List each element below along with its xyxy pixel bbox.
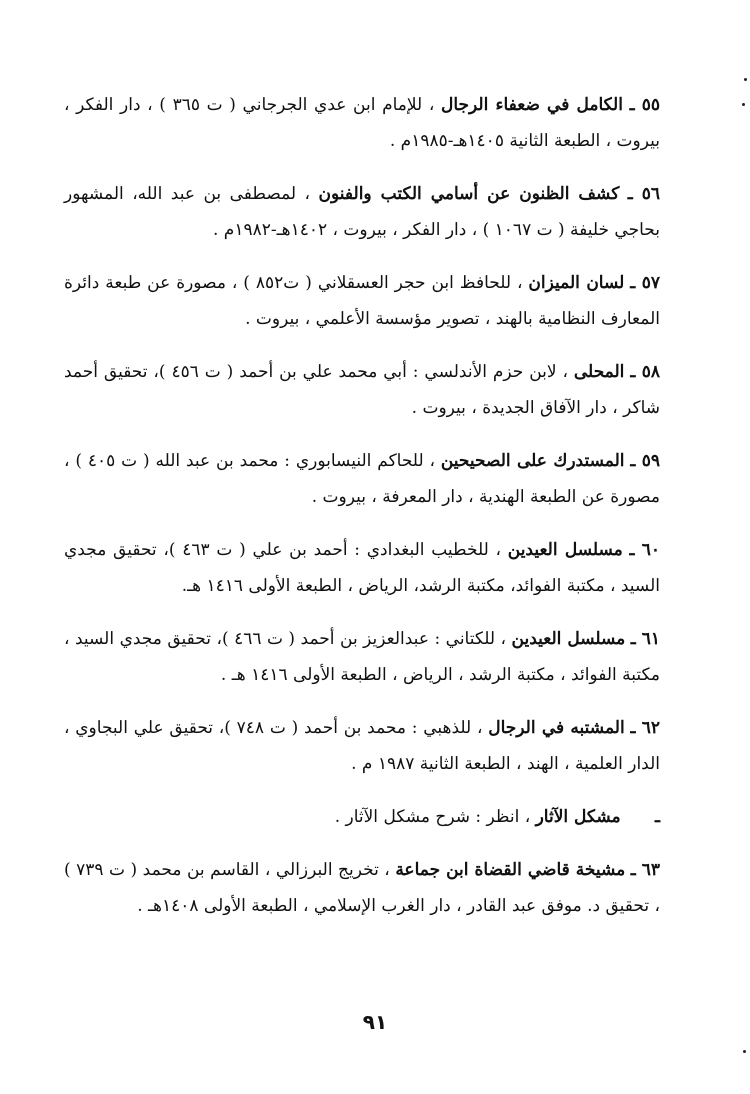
entry-title: مشيخة قاضي القضاة ابن جماعة xyxy=(395,860,626,880)
entry-details: ، لمصطفى بن عبد الله، المشهور بحاجي خليفة ( ت ١٠٦٧ ) ، دار الفكر ، بيروت ، ١٤٠٢هـ-١٩٨٢م . xyxy=(64,184,660,240)
bibliography-entry xyxy=(64,176,660,248)
entry-number: ٦٢ ـ xyxy=(630,718,661,738)
entry-details: ، للحاكم النيسابوري : محمد بن عبد الله ( ت ٤٠٥ ) ، مصورة عن الطبعة الهندية ، دار المعرفة ، بيروت . xyxy=(64,451,660,507)
bibliography-entry xyxy=(64,621,660,693)
entry-details: ، للذهبي : محمد بن أحمد ( ت ٧٤٨ )، تحقيق علي البجاوي ، الدار العلمية ، الهند ، الطبعة الثانية ١٩٨٧ م . xyxy=(64,718,660,774)
bibliography-entry xyxy=(64,265,660,337)
entry-number: ٦٣ ـ xyxy=(630,860,661,880)
entry-number: ٥٨ ـ xyxy=(630,362,660,382)
bibliography-entry xyxy=(64,532,660,604)
bibliography-entry xyxy=(64,87,660,159)
bibliography-entry xyxy=(64,710,660,782)
entry-number: ٥٥ ـ xyxy=(629,95,661,115)
entry-details: ، للحافظ ابن حجر العسقلاني ( ت٨٥٢ ) ، مصورة عن طبعة دائرة المعارف النظامية بالهند ، تصوير مؤسسة الأعلمي ، بيروت . xyxy=(64,273,660,329)
entry-title: المشتبه في الرجال xyxy=(488,718,625,738)
bibliography-list xyxy=(64,70,660,940)
entry-number: ٦٠ ـ xyxy=(629,540,661,560)
scan-speck xyxy=(744,78,747,81)
scan-speck xyxy=(743,1050,746,1053)
cross-reference-entry xyxy=(64,799,660,835)
page-number: ٩١ xyxy=(362,1010,388,1034)
entry-title: لسان الميزان xyxy=(528,273,625,293)
entry-title: كشف الظنون عن أسامي الكتب والفنون xyxy=(318,184,620,204)
entry-title: المحلى xyxy=(573,362,625,382)
entry-number: ٦١ ـ xyxy=(630,629,661,649)
entry-title: مشكل الآثار xyxy=(535,807,621,827)
entry-details: ، للإمام ابن عدي الجرجاني ( ت ٣٦٥ ) ، دار الفكر ، بيروت ، الطبعة الثانية ١٤٠٥هـ-١٩٨٥م . xyxy=(64,95,660,151)
entry-details: ، تخريج البرزالي ، القاسم بن محمد ( ت ٧٣٩ ) ، تحقيق د. موفق عبد القادر ، دار الغرب الإسلامي ، الطبعة الأولى ١٤٠٨هـ . xyxy=(64,860,660,916)
entry-details: ، للخطيب البغدادي : أحمد بن علي ( ت ٤٦٣ )، تحقيق مجدي السيد ، مكتبة الفوائد، مكتبة الرشد، الرياض ، الطبعة الأولى ١٤١٦ هـ. xyxy=(64,540,660,596)
entry-title: مسلسل العيدين xyxy=(507,540,623,560)
entry-title: المستدرك على الصحيحين xyxy=(440,451,625,471)
bibliography-entry xyxy=(64,443,660,515)
bibliography-entry xyxy=(64,354,660,426)
entry-details: ، للكتاني : عبدالعزيز بن أحمد ( ت ٤٦٦ )، تحقيق مجدي السيد ، مكتبة الفوائد ، مكتبة الرشد ، الرياض ، الطبعة الأولى ١٤١٦ هـ . xyxy=(64,629,660,685)
bibliography-entry xyxy=(64,852,660,924)
entry-number: ٥٧ ـ xyxy=(630,273,660,293)
entry-title: الكامل في ضعفاء الرجال xyxy=(441,95,623,115)
entry-number: ٥٦ ـ xyxy=(627,184,661,204)
entry-details: ، لابن حزم الأندلسي : أبي محمد علي بن أحمد ( ت ٤٥٦ )، تحقيق أحمد شاكر ، دار الآفاق الجديدة ، بيروت . xyxy=(64,362,660,418)
entry-number: ٥٩ ـ xyxy=(630,451,661,471)
scan-speck xyxy=(742,103,745,106)
entry-title: مسلسل العيدين xyxy=(511,629,626,649)
entry-details: ، انظر : شرح مشكل الآثار . xyxy=(334,807,531,827)
entry-dash: ـ xyxy=(655,807,660,827)
